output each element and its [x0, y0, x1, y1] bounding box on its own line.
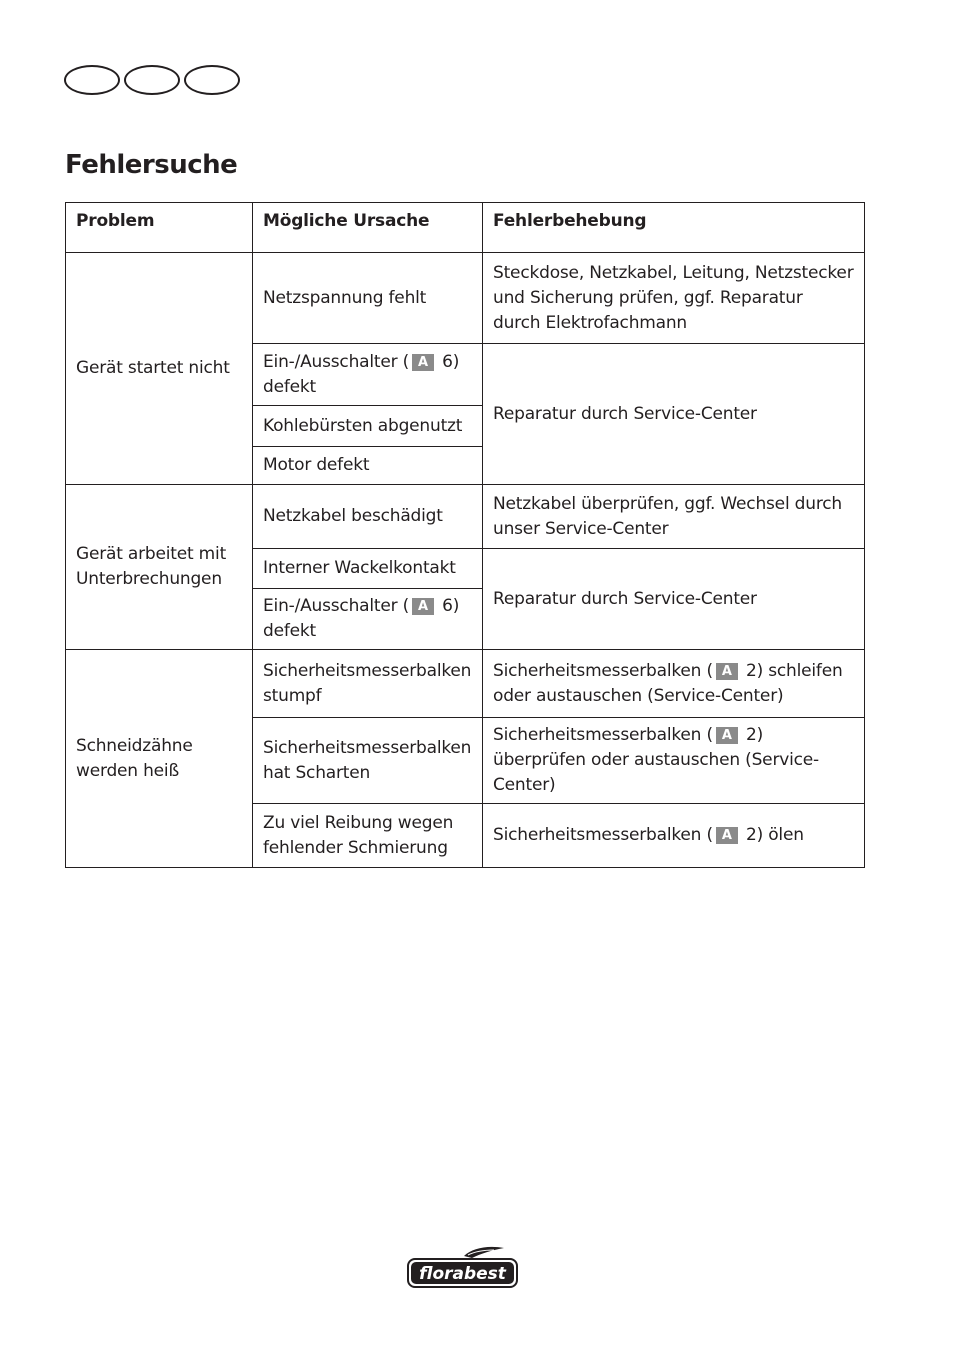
figure-ref-badge: A: [412, 354, 434, 371]
cause-cell: Zu viel Reibung wegen fehlender Schmierung: [253, 804, 483, 868]
language-oval: [184, 65, 240, 95]
remedy-cell: [483, 650, 865, 718]
problem-cell: Schneidzähne werden heiß: [66, 650, 253, 868]
cause-text: Ein-/Ausschalter (: [263, 351, 410, 372]
remedy-text: Sicherheitsmesserbalken (: [493, 660, 713, 681]
cause-cell: Motor defekt: [253, 447, 483, 485]
cause-text: 6) defekt: [263, 351, 460, 397]
remedy-text: 2) überprüfen oder austauschen (Service-Center): [493, 725, 819, 795]
language-markers: [64, 65, 240, 95]
remedy-cell: Reparatur durch Service-Center: [483, 344, 865, 485]
figure-ref-badge: A: [716, 663, 738, 680]
remedy-cell: [483, 804, 865, 868]
remedy-text: 2) ölen: [740, 825, 804, 845]
cause-cell: Netzspannung fehlt: [253, 253, 483, 344]
language-oval: [64, 65, 120, 95]
remedy-cell: [483, 718, 865, 804]
troubleshooting-table: [65, 202, 865, 868]
cause-cell: Interner Wackelkontakt: [253, 549, 483, 589]
remedy-text: 2) schleifen oder austauschen (Service-Center): [493, 660, 843, 706]
header-cause: Mögliche Ursache: [253, 203, 483, 253]
header-problem: Problem: [66, 203, 253, 253]
remedy-text: Sicherheitsmesserbalken (: [493, 825, 713, 845]
remedy-cell: Netzkabel überprüfen, ggf. Wechsel durch unser Service-Center: [483, 485, 865, 549]
cause-cell: Sicherheitsmesserbalken stumpf: [253, 650, 483, 718]
logo-wordmark: florabest: [419, 1264, 506, 1284]
table-row: [66, 253, 865, 344]
figure-ref-badge: A: [716, 827, 738, 844]
cause-cell: Kohlebürsten abgenutzt: [253, 406, 483, 447]
problem-cell: Gerät startet nicht: [66, 253, 253, 485]
cause-cell: [253, 344, 483, 406]
remedy-text: Sicherheitsmesserbalken (: [493, 725, 713, 745]
remedy-cell: Steckdose, Netzkabel, Leitung, Netzstecker und Sicherung prüfen, ggf. Reparatur durch Elektrofachmann: [483, 253, 865, 344]
cause-cell: Sicherheitsmesserbalken hat Scharten: [253, 718, 483, 804]
problem-cell: Gerät arbeitet mit Unterbrechungen: [66, 485, 253, 650]
remedy-cell: Reparatur durch Service-Center: [483, 549, 865, 650]
table-header-row: [66, 203, 865, 253]
figure-ref-badge: A: [412, 598, 434, 615]
header-remedy: Fehlerbehebung: [483, 203, 865, 253]
page-title: Fehlersuche: [65, 150, 238, 180]
cause-text: 6) defekt: [263, 596, 460, 641]
florabest-logo: [406, 1246, 519, 1290]
language-oval: [124, 65, 180, 95]
cause-cell: Netzkabel beschädigt: [253, 485, 483, 549]
table-row: [66, 485, 865, 549]
cause-cell: [253, 589, 483, 650]
figure-ref-badge: A: [716, 727, 738, 744]
cause-text: Ein-/Ausschalter (: [263, 596, 410, 616]
table-row: [66, 650, 865, 718]
